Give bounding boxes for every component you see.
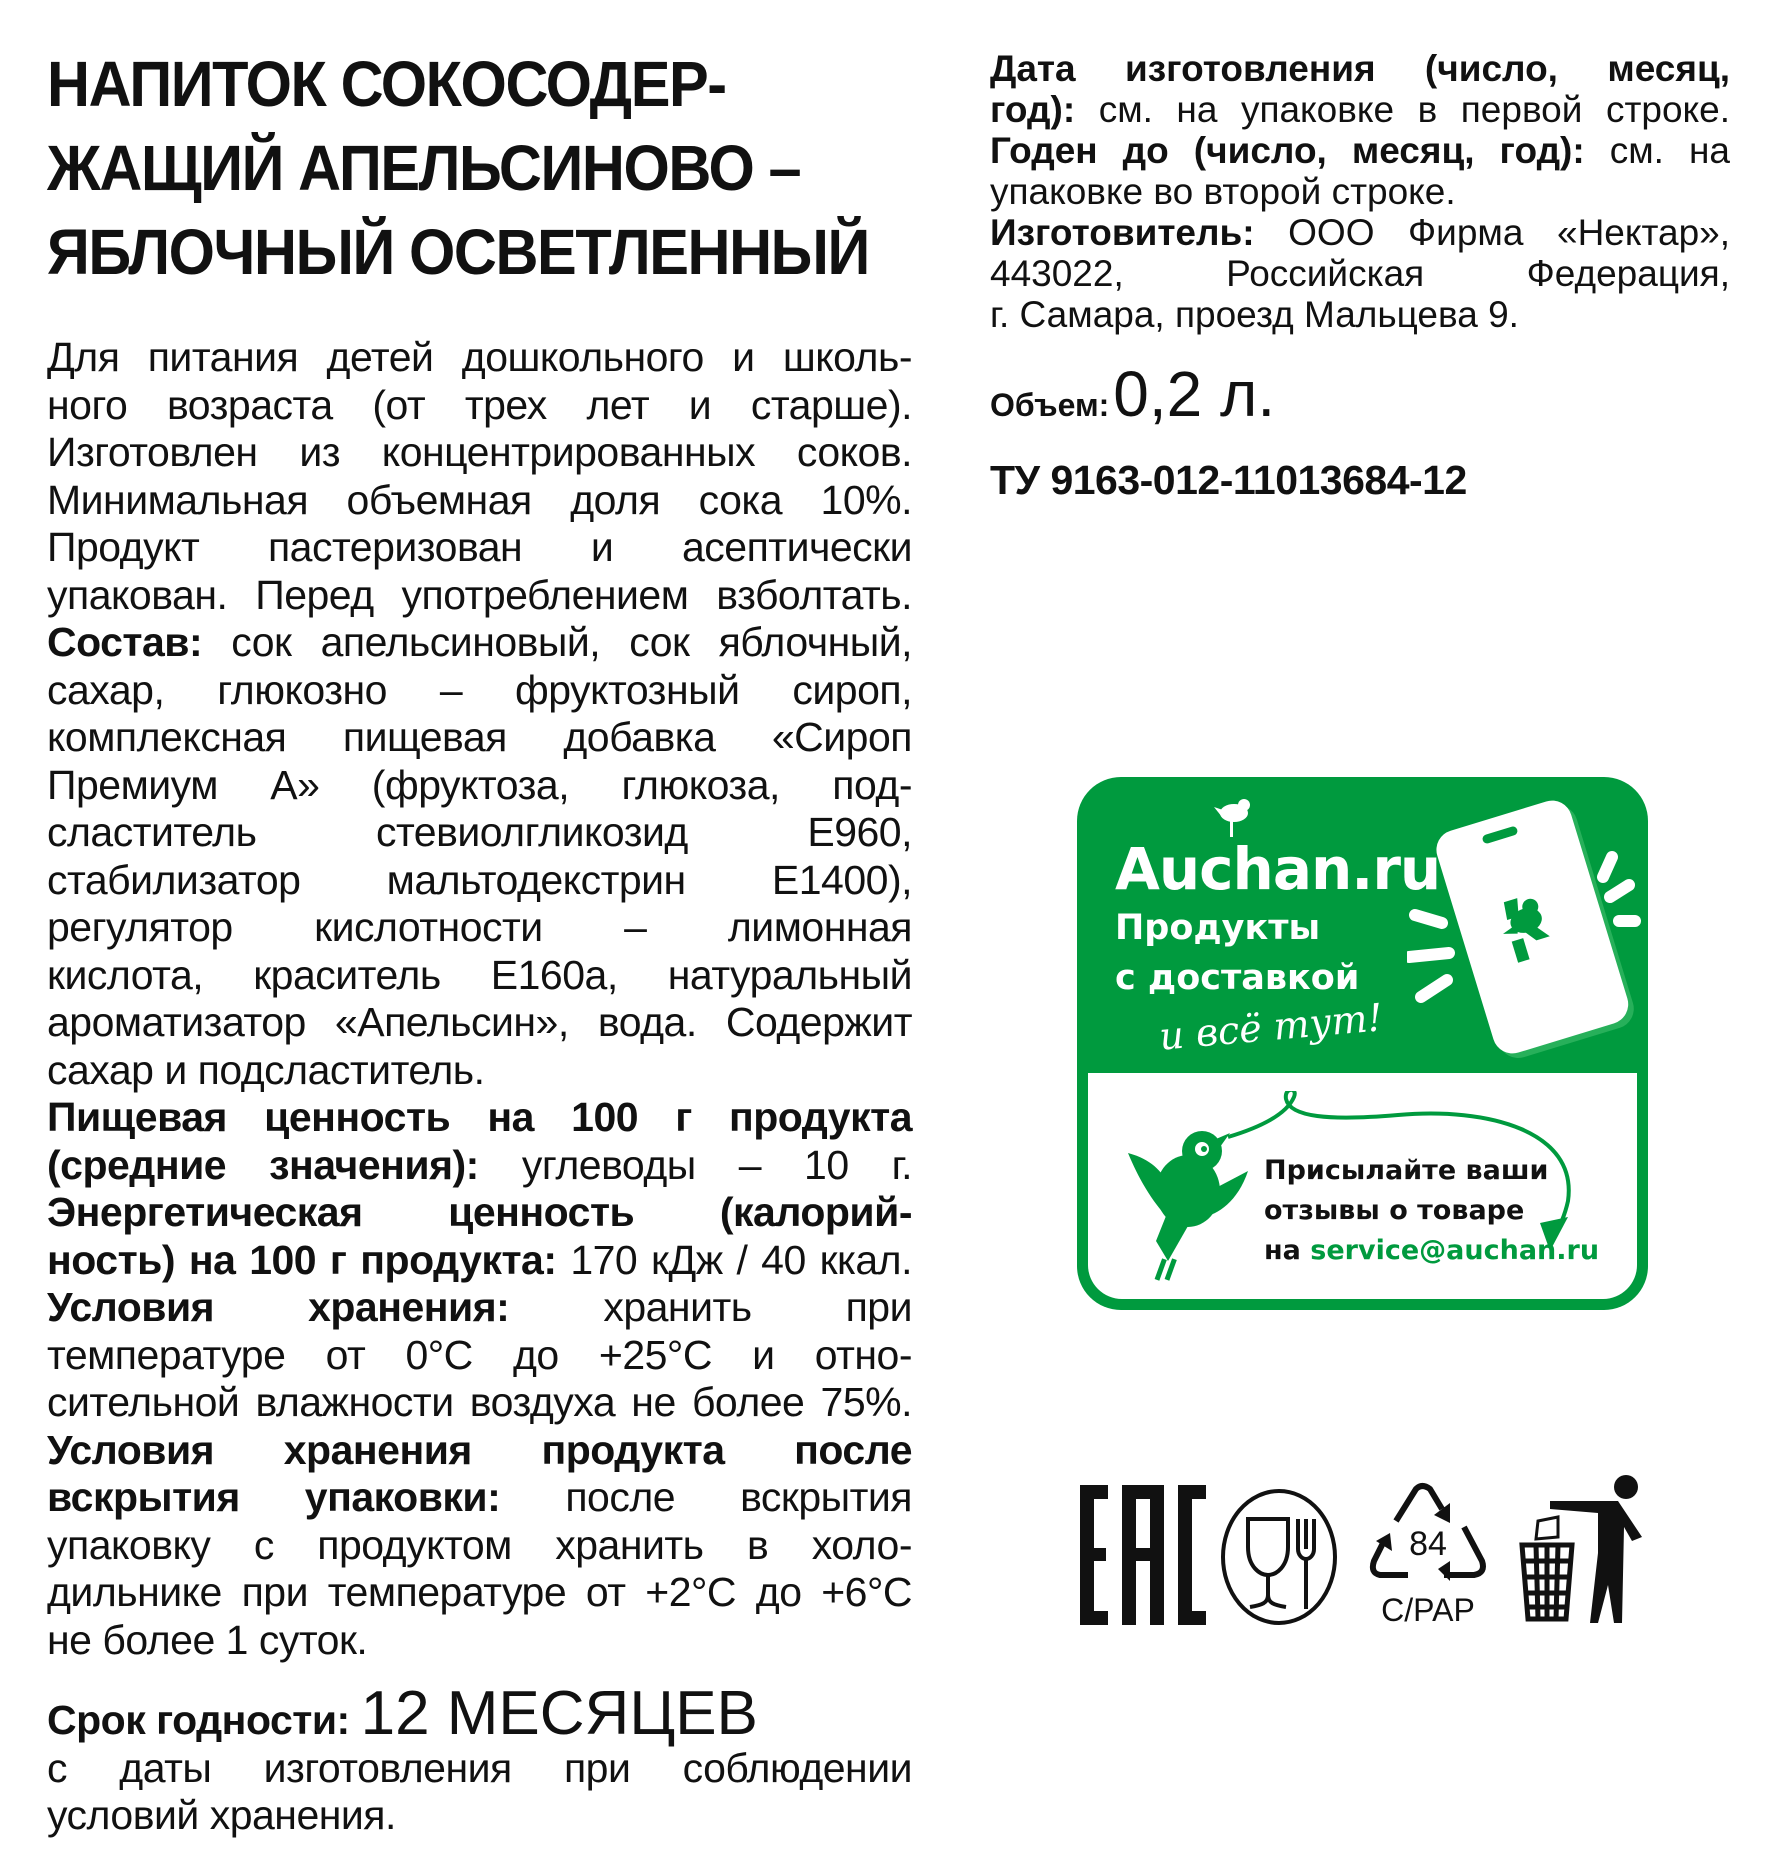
intro-line: ного возраста (от трех лет и старше). — [47, 381, 912, 428]
expiry-value: см. на — [1609, 130, 1730, 171]
composition-line: ароматизатор «Апельсин», вода. Содержит — [47, 999, 912, 1045]
composition-line: регулятор кислотности – лимонная — [47, 904, 912, 950]
product-description — [47, 334, 912, 1840]
maker-address-line: 443022, Российская Федерация, — [990, 253, 1730, 294]
energy-label-line: Энергетическая ценность (калорий- — [47, 1189, 912, 1235]
composition-line: сластитель стевиолгликозид Е960, — [47, 809, 912, 855]
storage-line: сительной влажности воздуха не более 75%. — [47, 1379, 912, 1425]
composition-line: комплексная пищевая добавка «Сироп — [47, 714, 912, 760]
feedback-line: отзывы о товаре — [1264, 1195, 1525, 1226]
energy-label-line: ность) на 100 г продукта: — [47, 1236, 557, 1283]
card-header — [1077, 777, 1648, 1073]
title-line: НАПИТОК СОКОСОДЕР- — [47, 48, 726, 120]
composition-line: сахар, глюкозно – фруктозный сироп, — [47, 666, 912, 713]
storage-line: температуре от 0°С до +25°С и отно- — [47, 1331, 912, 1378]
date-value: см. на упаковке в первой строке. — [1098, 89, 1730, 130]
certification-symbols — [1078, 1455, 1658, 1628]
volume — [990, 357, 1730, 431]
after-opening-line: упаковку с продуктом хранить в холо- — [47, 1521, 912, 1568]
after-opening-label-line: вскрытия упаковки: — [47, 1474, 501, 1520]
feedback-email-line — [1264, 1231, 1599, 1271]
after-opening-line: дильнике при температуре от +2°С до +6°С — [47, 1569, 912, 1615]
title-line: ЯБЛОЧНЫЙ ОСВЕТЛЕННЫЙ — [47, 216, 869, 288]
promo-line: Продукты — [1115, 908, 1321, 948]
maker-address-line: г. Самара, проезд Мальцева 9. — [990, 294, 1519, 335]
expiry-label: Годен до (число, месяц, год): — [990, 130, 1585, 171]
maker-line — [990, 212, 1730, 253]
feedback-line: Присылайте ваши — [1264, 1155, 1549, 1186]
shelf-life — [47, 1679, 912, 1840]
energy-value: 170 кДж / 40 ккал. — [570, 1236, 912, 1283]
nutrition-label-line: (средние значения): — [47, 1141, 479, 1188]
feedback-section — [1088, 1073, 1637, 1299]
expiry-line — [990, 130, 1730, 171]
promo-text — [1115, 903, 1359, 1003]
after-opening-text: после вскрытия — [565, 1474, 912, 1520]
after-opening-line: не более 1 суток. — [47, 1616, 368, 1663]
recycle-material: C/PAP — [1381, 1592, 1475, 1628]
date-label-line — [990, 48, 1730, 89]
recycling-icon — [1368, 1481, 1488, 1631]
composition-line: Премиум А» (фруктоза, глюкоза, под- — [47, 761, 912, 808]
promo-line: с доставкой — [1115, 958, 1360, 998]
shelf-life-line: с даты изготовления при соблюдении — [47, 1744, 912, 1791]
date-value-line — [990, 89, 1730, 130]
composition-first-line — [47, 619, 912, 667]
nutrition-value-line — [47, 1142, 912, 1190]
intro-line: Минимальная объемная доля сока 10%. — [47, 476, 912, 523]
slogan: и всё тут! — [1157, 995, 1385, 1059]
composition-line: стабилизатор мальтодекстрин Е1400), — [47, 856, 912, 903]
auchan-promo-card — [1077, 777, 1648, 1310]
intro-line: Изготовлен из концентрированных соков. — [47, 429, 912, 475]
composition-line: кислота, краситель Е160а, натуральный — [47, 951, 912, 998]
storage-text: хранить при — [603, 1284, 912, 1330]
composition-label: Состав: — [47, 619, 203, 665]
recycle-code: 84 — [1409, 1525, 1447, 1563]
feedback-email-link[interactable]: service@auchan.ru — [1310, 1235, 1600, 1266]
manufacturing-info — [990, 48, 1730, 335]
after-opening-label — [47, 1427, 912, 1475]
left-column — [47, 42, 912, 1840]
nutrition-label — [47, 1094, 912, 1142]
energy-label — [47, 1189, 912, 1237]
intro-line: упакован. Перед употреблением взболтать. — [47, 571, 912, 618]
maker-label: Изготовитель: — [990, 212, 1255, 253]
intro-line: Для питания детей дошкольного и школь- — [47, 334, 912, 380]
feedback-text — [1264, 1151, 1599, 1271]
composition-text: сок апельсиновый, сок яблочный, — [231, 619, 912, 665]
after-opening-first-line — [47, 1474, 912, 1522]
shelf-life-value: 12 МЕСЯЦЕВ — [360, 1679, 758, 1748]
composition-line: сахар и подсластитель. — [47, 1046, 485, 1093]
shelf-life-line: условий хранения. — [47, 1792, 396, 1838]
nutrition-value: углеводы – 10 г. — [521, 1141, 912, 1188]
date-label: год): — [990, 89, 1076, 130]
date-label: Дата изготовления (число, месяц, — [990, 48, 1730, 89]
tu-code: ТУ 9163-012-11013684-12 — [990, 457, 1467, 503]
tidyman-litter-bin-icon — [1518, 1473, 1648, 1623]
eac-mark-icon — [1078, 1485, 1208, 1625]
storage-label: Условия хранения: — [47, 1284, 510, 1330]
brand-name: Auchan.ru — [1115, 835, 1441, 903]
food-safe-glass-fork-icon — [1218, 1487, 1340, 1627]
volume-label: Объем: — [990, 387, 1110, 423]
nutrition-label-line: Пищевая ценность на 100 г продукта — [47, 1094, 912, 1140]
expiry-value-line: упаковке во второй строке. — [990, 171, 1456, 212]
right-column — [990, 48, 1730, 504]
feedback-prefix: на — [1264, 1235, 1301, 1266]
volume-value: 0,2 л. — [1113, 358, 1276, 430]
shelf-life-label: Срок годности: — [47, 1697, 350, 1743]
after-opening-label-line: Условия хранения продукта после — [47, 1426, 912, 1473]
intro-line: Продукт пастеризован и асептически — [47, 524, 912, 570]
phone-illustration-icon — [1407, 797, 1647, 1067]
storage-first-line — [47, 1284, 912, 1332]
maker-value: ООО Фирма «Нектар», — [1288, 212, 1731, 253]
title-line: ЖАЩИЙ АПЕЛЬСИНОВО – — [47, 132, 801, 204]
shelf-life-heading — [47, 1679, 912, 1748]
product-title — [47, 42, 912, 294]
energy-value-line — [47, 1237, 912, 1285]
